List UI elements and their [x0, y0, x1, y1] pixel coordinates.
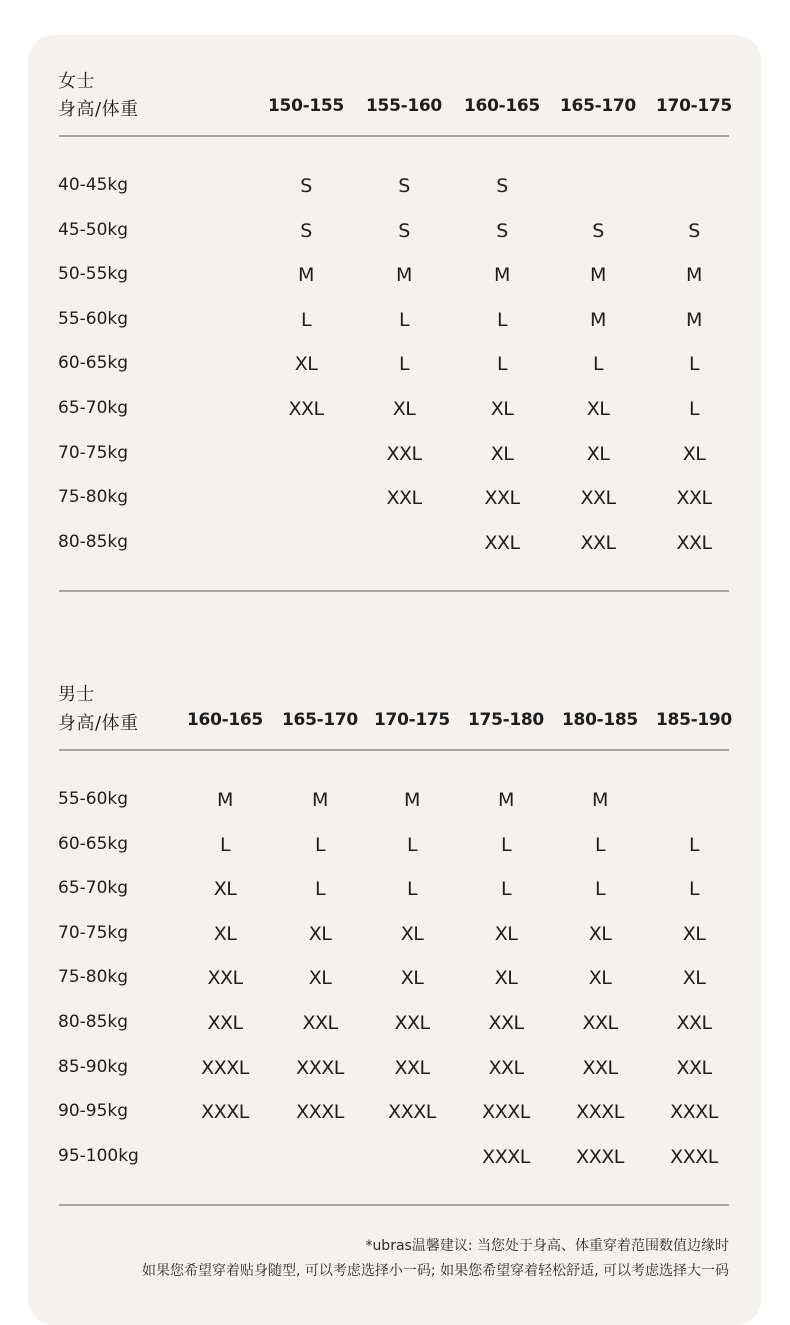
size-cell: L [688, 353, 700, 376]
size-cell: XXL [484, 531, 520, 554]
table-row [28, 443, 761, 473]
weight-label: 65-70kg [58, 878, 129, 899]
size-cell: M [298, 264, 314, 287]
weight-label: 55-60kg [58, 789, 129, 809]
size-cell: XXL [488, 1012, 524, 1034]
size-cell: S [300, 219, 312, 242]
table-row [28, 353, 761, 383]
weight-label: 75-80kg [58, 487, 129, 508]
size-cell: XL [494, 922, 518, 945]
table-row [28, 878, 761, 908]
size-cell: XL [213, 878, 237, 901]
size-cell: S [496, 175, 508, 197]
size-cell: XL [682, 967, 706, 990]
table-row [28, 175, 761, 205]
size-cell: XL [308, 967, 332, 990]
size-cell: L [406, 833, 418, 856]
size-cell: XXL [582, 1056, 618, 1079]
table-row [28, 264, 761, 294]
size-cell: L [592, 353, 604, 376]
women-bottom-divider [59, 590, 729, 592]
weight-label: 65-70kg [58, 398, 129, 418]
table-row [28, 1146, 761, 1176]
size-cell: L [496, 308, 508, 331]
size-cell: M [592, 789, 608, 811]
size-cell: S [688, 219, 700, 242]
size-chart-card [28, 35, 761, 1325]
size-cell: XXL [302, 1012, 338, 1034]
size-cell: XXL [394, 1056, 430, 1079]
women-header-divider [59, 135, 729, 137]
size-cell: XL [494, 967, 518, 990]
size-cell: XXL [207, 967, 243, 990]
weight-label: 60-65kg [58, 353, 129, 374]
women-height-col-4: 170-175 [656, 96, 732, 116]
size-cell: L [500, 878, 512, 901]
men-bottom-divider [59, 1204, 729, 1206]
size-cell: XL [682, 922, 706, 945]
size-cell: XXXL [576, 1101, 624, 1124]
size-cell: XXXL [576, 1145, 624, 1168]
size-cell: S [496, 219, 508, 242]
size-cell: XL [213, 922, 237, 945]
table-row [28, 1012, 761, 1042]
size-cell: XL [586, 398, 610, 420]
weight-label: 90-95kg [58, 1101, 129, 1122]
size-cell: XXXL [388, 1101, 436, 1124]
size-cell: L [314, 878, 326, 901]
size-cell: XXXL [670, 1101, 718, 1124]
size-cell: L [219, 833, 231, 856]
weight-label: 70-75kg [58, 922, 129, 943]
size-cell: XXL [488, 1056, 524, 1079]
weight-label: 60-65kg [58, 833, 129, 854]
size-cell: XXL [580, 487, 616, 510]
size-cell: XXXL [296, 1101, 344, 1124]
size-cell: XXL [484, 487, 520, 510]
weight-label: 75-80kg [58, 967, 129, 988]
size-cell: XXL [676, 1012, 712, 1034]
size-cell: XXL [386, 442, 422, 465]
table-row [28, 923, 761, 953]
size-cell: L [314, 833, 326, 856]
size-cell: XXL [676, 487, 712, 510]
size-cell: L [594, 878, 606, 901]
weight-label: 85-90kg [58, 1056, 129, 1077]
size-cell: XL [400, 922, 424, 945]
weight-label: 55-60kg [58, 308, 129, 329]
women-height-col-1: 155-160 [366, 96, 442, 116]
size-cell: XL [294, 353, 318, 376]
men-height-col-5: 185-190 [656, 710, 732, 730]
size-cell: M [686, 264, 702, 287]
weight-label: 80-85kg [58, 531, 129, 552]
size-cell: XXL [386, 487, 422, 510]
size-cell: L [500, 833, 512, 856]
women-height-col-0: 150-155 [268, 96, 344, 116]
size-cell: M [312, 789, 328, 811]
women-gender-label: 女士 [58, 71, 95, 92]
size-cell: XL [490, 442, 514, 465]
size-cell: XL [490, 398, 514, 420]
size-cell: XXXL [296, 1056, 344, 1079]
size-cell: M [590, 308, 606, 331]
size-cell: XL [588, 922, 612, 945]
size-cell: XXXL [670, 1145, 718, 1168]
size-cell: M [396, 264, 412, 287]
table-row [28, 398, 761, 428]
men-height-col-4: 180-185 [562, 710, 638, 730]
table-row [28, 967, 761, 997]
size-cell: L [594, 833, 606, 856]
size-cell: S [398, 175, 410, 197]
size-cell: XXXL [482, 1145, 530, 1168]
size-cell: XL [586, 442, 610, 465]
weight-label: 45-50kg [58, 219, 129, 240]
weight-label: 50-55kg [58, 264, 129, 285]
women-height-weight-label: 身高/体重 [58, 99, 139, 120]
table-row [28, 487, 761, 517]
size-cell: XXL [394, 1012, 430, 1034]
size-cell: L [398, 353, 410, 376]
women-height-col-2: 160-165 [464, 96, 540, 116]
size-cell: XXL [676, 1056, 712, 1079]
size-cell: M [498, 789, 514, 811]
table-row [28, 220, 761, 250]
size-cell: M [217, 789, 233, 811]
size-cell: L [688, 398, 700, 420]
size-cell: S [592, 219, 604, 242]
weight-label: 95-100kg [58, 1145, 139, 1166]
men-height-col-2: 170-175 [374, 710, 450, 730]
size-cell: XL [400, 967, 424, 990]
size-cell: XXL [288, 398, 324, 420]
footnote-line-1: *ubras温馨建议: 当您处于身高、体重穿着范围数值边缘时 [365, 1238, 729, 1254]
men-height-weight-label: 身高/体重 [58, 713, 139, 734]
size-cell: L [406, 878, 418, 901]
men-height-col-3: 175-180 [468, 710, 544, 730]
size-cell: XXL [582, 1012, 618, 1034]
table-row [28, 309, 761, 339]
women-height-col-3: 165-170 [560, 96, 636, 116]
size-cell: M [404, 789, 420, 811]
men-height-col-1: 165-170 [282, 710, 358, 730]
size-cell: XL [392, 398, 416, 420]
size-cell: L [496, 353, 508, 376]
men-header-divider [59, 749, 729, 751]
size-cell: XXL [676, 531, 712, 554]
size-cell: L [688, 878, 700, 901]
table-row [28, 1057, 761, 1087]
table-row [28, 532, 761, 562]
size-cell: L [300, 308, 312, 331]
table-row [28, 789, 761, 819]
size-cell: L [398, 308, 410, 331]
size-cell: XL [308, 922, 332, 945]
size-cell: M [686, 308, 702, 331]
size-cell: S [300, 175, 312, 197]
table-row [28, 834, 761, 864]
weight-label: 80-85kg [58, 1012, 129, 1032]
men-height-col-0: 160-165 [187, 710, 263, 730]
size-cell: XXL [207, 1012, 243, 1034]
size-cell: XL [682, 442, 706, 465]
footnote-line-2: 如果您希望穿着贴身随型, 可以考虑选择小一码; 如果您希望穿着轻松舒适, 可以考虑选择大一码 [142, 1263, 729, 1279]
size-cell: XXXL [482, 1101, 530, 1124]
weight-label: 40-45kg [58, 175, 129, 195]
size-cell: XXL [580, 531, 616, 554]
size-cell: XXXL [201, 1101, 249, 1124]
size-cell: M [590, 264, 606, 287]
size-cell: XXXL [201, 1056, 249, 1079]
size-cell: S [398, 219, 410, 242]
size-cell: L [688, 833, 700, 856]
weight-label: 70-75kg [58, 442, 129, 463]
men-gender-label: 男士 [58, 684, 95, 705]
table-row [28, 1101, 761, 1131]
size-cell: M [494, 264, 510, 287]
size-cell: XL [588, 967, 612, 990]
